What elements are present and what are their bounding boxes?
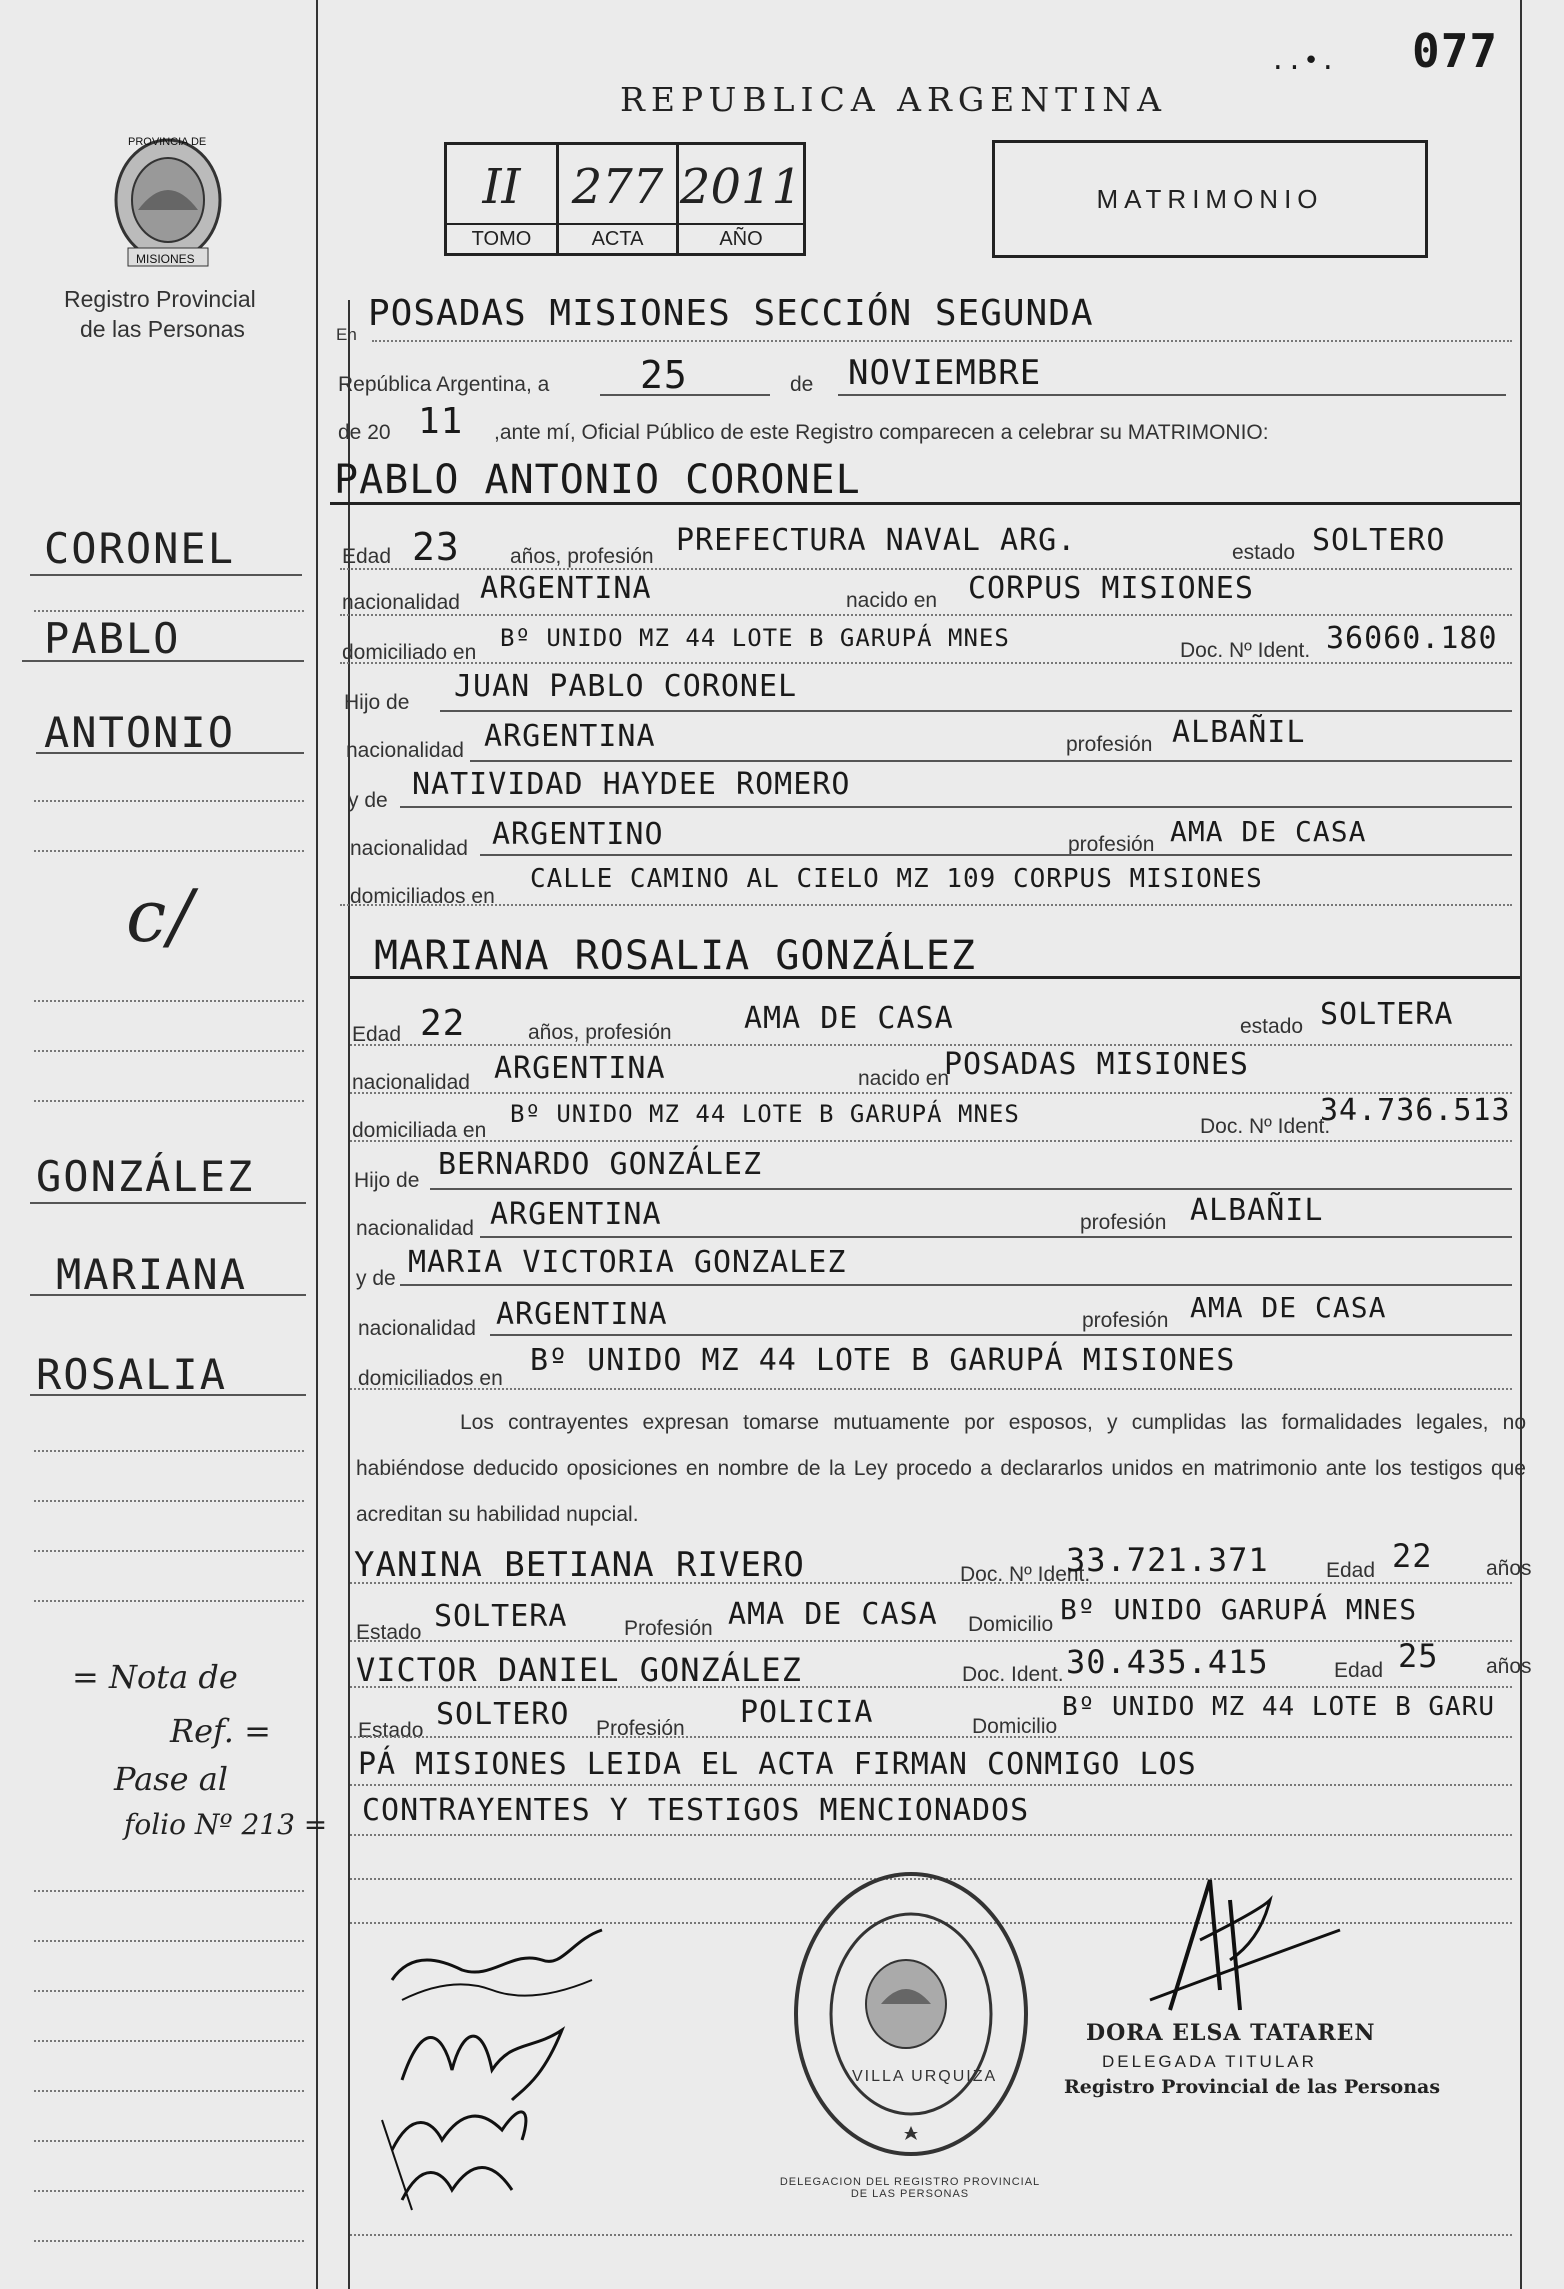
bride-estado-label: estado — [1240, 1015, 1304, 1038]
groom-edad-label: Edad — [342, 545, 392, 568]
groom-anios-label: años, profesión — [510, 545, 654, 568]
bride-parents-address: Bº UNIDO MZ 44 LOTE B GARUPÁ MISIONES — [530, 1343, 1236, 1378]
witness-1-estado-label: Estado — [356, 1621, 422, 1644]
tomo-cell — [447, 145, 559, 253]
witness-2-profesion-label: Profesión — [596, 1717, 685, 1740]
groom-mother: NATIVIDAD HAYDEE ROMERO — [412, 767, 851, 802]
folio-mark: ..•. — [1270, 46, 1337, 76]
declaration-text: Los contrayentes expresan tomarse mutuamente por esposos, y cumplidas las formalidades legales, no habiéndose deducido oposiciones en nombre de la Ley procedo a declararlos unidos en matrimonio ante los testigos que acreditan su habilidad nupcial. — [356, 1411, 1526, 1526]
witness-1-edad-label: Edad — [1326, 1559, 1376, 1582]
official-office: Registro Provincial de las Personas — [1064, 2076, 1441, 2098]
witness-1-profesion-label: Profesión — [624, 1617, 713, 1640]
acta-label: ACTA — [559, 223, 676, 253]
bride-father-nationality: ARGENTINA — [490, 1197, 662, 1232]
witness-1-profession: AMA DE CASA — [728, 1597, 938, 1632]
bride-father-prof-label: profesión — [1080, 1211, 1167, 1234]
republica-label: República Argentina, a — [338, 373, 550, 396]
witness-2-doc: 30.435.415 — [1066, 1643, 1269, 1681]
bride-father: BERNARDO GONZÁLEZ — [438, 1147, 763, 1182]
witness-2-profession: POLICIA — [740, 1695, 874, 1730]
closing-line-2: CONTRAYENTES Y TESTIGOS MENCIONADOS — [362, 1793, 1030, 1828]
registry-stamp — [786, 1864, 1036, 2164]
margin-bride-name-2: ROSALIA — [36, 1350, 228, 1399]
margin-left-rule — [316, 0, 318, 2289]
bride-full-name: MARIANA ROSALIA GONZÁLEZ — [374, 933, 976, 979]
anio-cell — [679, 145, 803, 253]
groom-domiciliado-label: domiciliado en — [342, 641, 477, 664]
country-title: REPUBLICA ARGENTINA — [620, 80, 1167, 119]
groom-estado-label: estado — [1232, 541, 1296, 564]
bride-nationality: ARGENTINA — [494, 1051, 666, 1086]
margin-note-line-1: = Nota de — [72, 1658, 238, 1696]
bride-address: Bº UNIDO MZ 44 LOTE B GARUPÁ MNES — [510, 1100, 1020, 1128]
bride-anios-label: años, profesión — [528, 1021, 672, 1044]
groom-hijo-label: Hijo de — [344, 691, 410, 714]
en-label: En — [336, 325, 357, 344]
bride-status: SOLTERA — [1320, 997, 1454, 1032]
bride-mother-nationality: ARGENTINA — [496, 1297, 668, 1332]
groom-nacionalidad-label: nacionalidad — [342, 591, 460, 614]
de-label: de — [790, 373, 814, 396]
margin-note-line-4: folio Nº 213 = — [124, 1808, 328, 1841]
bride-mother: MARIA VICTORIA GONZALEZ — [408, 1245, 847, 1280]
contrayentes-signatures — [372, 1920, 652, 2220]
groom-address: Bº UNIDO MZ 44 LOTE B GARUPÁ MNES — [500, 624, 1010, 652]
day: 25 — [640, 353, 688, 397]
bride-hijo-label: Hijo de — [354, 1169, 420, 1192]
bride-domiciliada-label: domiciliada en — [352, 1119, 487, 1142]
seal-text-bottom: MISIONES — [136, 252, 195, 266]
place: POSADAS MISIONES SECCIÓN SEGUNDA — [368, 293, 1094, 334]
witness-2-estado-label: Estado — [358, 1719, 424, 1742]
bride-birthplace: POSADAS MISIONES — [944, 1047, 1249, 1082]
bride-father-nat-label: nacionalidad — [356, 1217, 474, 1240]
witness-1-age: 22 — [1392, 1537, 1433, 1575]
folio-number: 077 — [1412, 24, 1499, 78]
stamp-ring-text: DELEGACION DEL REGISTRO PROVINCIAL DE LAS PERSONAS — [779, 2176, 1041, 2200]
witness-1-doc-label: Doc. Nº Ident. — [960, 1563, 1091, 1586]
year-suffix: 11 — [418, 401, 464, 442]
tomo-value: II — [482, 159, 521, 215]
form-right-rule — [1520, 0, 1522, 2289]
groom-mother-nationality: ARGENTINO — [492, 817, 664, 852]
acta-value: 277 — [571, 159, 664, 215]
act-type-box — [992, 140, 1428, 258]
witness-2-age: 25 — [1398, 1637, 1439, 1675]
bride-parents-dom-label: domiciliados en — [358, 1367, 503, 1390]
official-title: DELEGADA TITULAR — [1102, 2052, 1317, 2071]
groom-mother-nat-label: nacionalidad — [350, 837, 468, 860]
groom-nationality: ARGENTINA — [480, 571, 652, 606]
bride-age: 22 — [420, 1003, 466, 1044]
witness-1-doc: 33.721.371 — [1066, 1541, 1269, 1579]
groom-doc: 36060.180 — [1326, 621, 1498, 656]
margin-groom-name-2: ANTONIO — [44, 708, 236, 757]
stamp-center-text: VILLA URQUIZA — [852, 2068, 998, 2085]
witness-2-anios-label: años — [1486, 1655, 1532, 1678]
bride-mother-prof-label: profesión — [1082, 1309, 1169, 1332]
groom-doc-label: Doc. Nº Ident. — [1180, 639, 1311, 662]
seal-text-top: PROVINCIA DE — [128, 136, 207, 148]
witness-1-anios-label: años — [1486, 1557, 1532, 1580]
witness-1-name: YANINA BETIANA RIVERO — [354, 1545, 805, 1585]
witness-1-domicilio-label: Domicilio — [968, 1613, 1054, 1636]
bride-nacido-label: nacido en — [858, 1067, 950, 1090]
groom-age: 23 — [412, 525, 460, 569]
anio-label: AÑO — [679, 223, 803, 253]
bride-doc-label: Doc. Nº Ident. — [1200, 1115, 1331, 1138]
bride-profession: AMA DE CASA — [744, 1001, 954, 1036]
province-seal — [108, 130, 228, 270]
groom-father-nat-label: nacionalidad — [346, 739, 464, 762]
month: NOVIEMBRE — [848, 353, 1042, 393]
bride-doc: 34.736.513 — [1320, 1093, 1511, 1128]
witness-2-edad-label: Edad — [1334, 1659, 1384, 1682]
bride-nacionalidad-label: nacionalidad — [352, 1071, 470, 1094]
bride-mother-nat-label: nacionalidad — [358, 1317, 476, 1340]
witness-2-status: SOLTERO — [436, 1697, 570, 1732]
witness-2-domicilio-label: Domicilio — [972, 1715, 1058, 1738]
act-type: MATRIMONIO — [1096, 183, 1324, 214]
record-number-box — [444, 142, 806, 256]
margin-note-line-2: Ref. = — [170, 1712, 271, 1750]
witness-2-address: Bº UNIDO MZ 44 LOTE B GARU — [1062, 1692, 1495, 1722]
groom-nacido-label: nacido en — [846, 589, 938, 612]
groom-parents-dom-label: domiciliados en — [350, 885, 495, 908]
bride-father-profession: ALBAÑIL — [1190, 1193, 1324, 1228]
bride-edad-label: Edad — [352, 1023, 402, 1046]
official-signature — [1110, 1870, 1350, 2020]
margin-bride-surname: GONZÁLEZ — [36, 1152, 255, 1201]
witness-1-status: SOLTERA — [434, 1599, 568, 1634]
de-20-label: de 20 — [338, 421, 391, 444]
groom-profession: PREFECTURA NAVAL ARG. — [676, 523, 1077, 558]
witness-2-doc-label: Doc. Ident. — [962, 1663, 1064, 1686]
registry-line-2: de las Personas — [80, 316, 245, 342]
groom-mother-profession: AMA DE CASA — [1170, 815, 1367, 848]
anio-value: 2011 — [679, 159, 803, 215]
groom-father-prof-label: profesión — [1066, 733, 1153, 756]
margin-conjunction: c/ — [126, 874, 195, 958]
tomo-label: TOMO — [447, 223, 556, 253]
margin-bride-name-1: MARIANA — [56, 1250, 248, 1299]
groom-birthplace: CORPUS MISIONES — [968, 571, 1254, 606]
bride-yde-label: y de — [356, 1267, 396, 1290]
closing-line-1: PÁ MISIONES LEIDA EL ACTA FIRMAN CONMIGO LOS — [358, 1747, 1197, 1782]
groom-mother-prof-label: profesión — [1068, 833, 1155, 856]
groom-father: JUAN PABLO CORONEL — [454, 669, 798, 704]
margin-note-line-3: Pase al — [114, 1760, 229, 1798]
witness-1-address: Bº UNIDO GARUPÁ MNES — [1060, 1593, 1418, 1626]
bride-mother-profession: AMA DE CASA — [1190, 1291, 1387, 1324]
intro-text: ,ante mí, Oficial Público de este Registro comparecen a celebrar su MATRIMONIO: — [494, 421, 1269, 444]
witness-2-name: VICTOR DANIEL GONZÁLEZ — [356, 1651, 802, 1689]
groom-father-profession: ALBAÑIL — [1172, 715, 1306, 750]
margin-groom-surname: CORONEL — [44, 524, 236, 573]
registry-line-1: Registro Provincial — [64, 286, 256, 312]
groom-parents-address: CALLE CAMINO AL CIELO MZ 109 CORPUS MISIONES — [530, 864, 1263, 894]
groom-status: SOLTERO — [1312, 523, 1446, 558]
groom-yde-label: y de — [348, 789, 388, 812]
groom-full-name: PABLO ANTONIO CORONEL — [334, 457, 861, 503]
groom-father-nationality: ARGENTINA — [484, 719, 656, 754]
official-name: DORA ELSA TATAREN — [1086, 2020, 1376, 2046]
margin-groom-name-1: PABLO — [44, 614, 181, 663]
acta-cell — [559, 145, 679, 253]
